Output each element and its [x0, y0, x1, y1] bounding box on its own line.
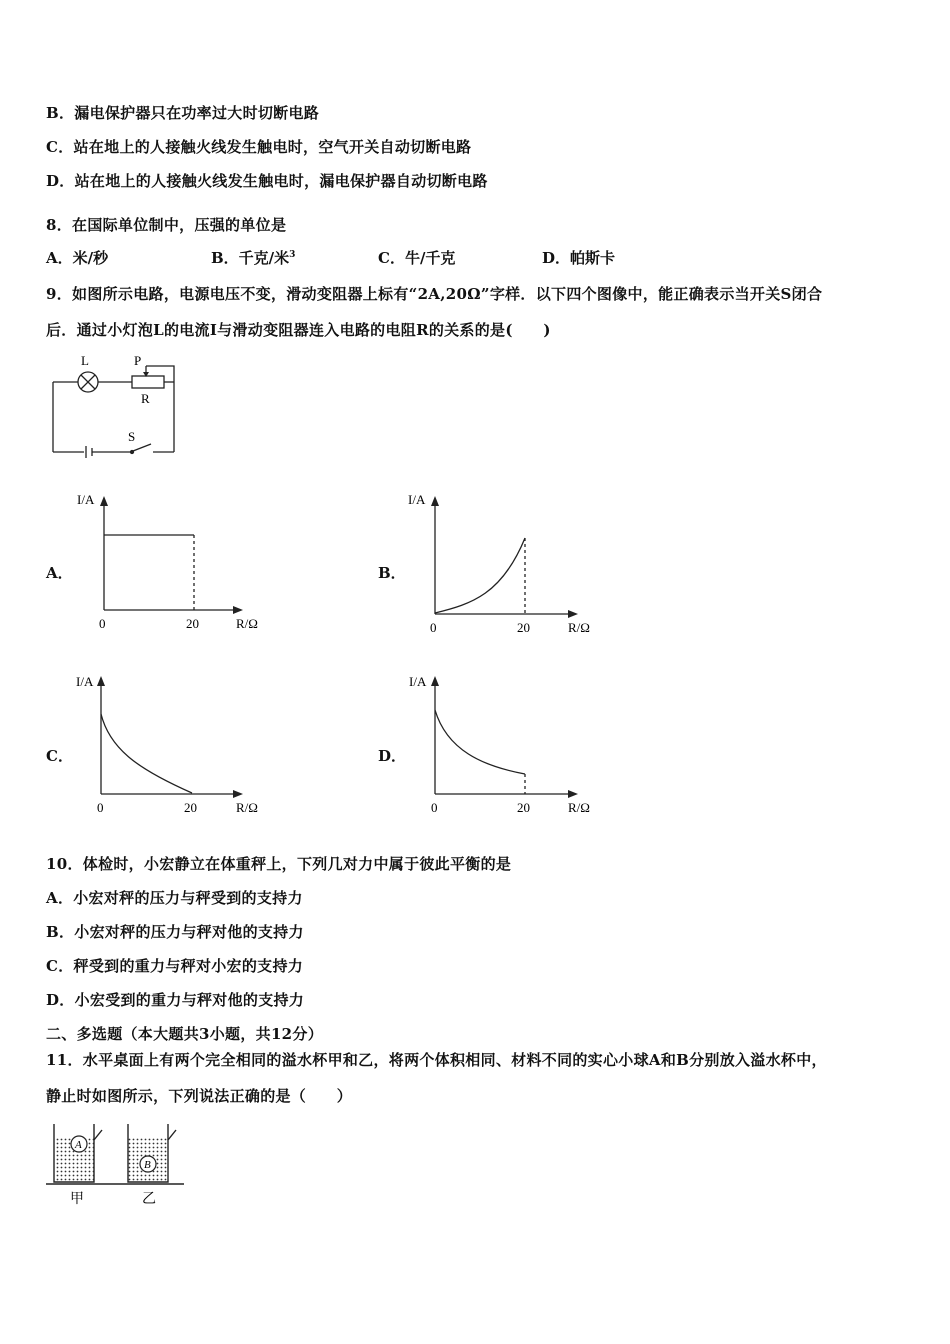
- q8-option-a: A．米/秒: [46, 249, 109, 267]
- circuit-label-slider: P: [134, 353, 142, 368]
- graph-a-ylabel: I/A: [77, 492, 95, 507]
- graph-c-xlabel: R/Ω: [236, 800, 258, 815]
- graph-d-label: D．: [378, 747, 407, 765]
- q11-stem-line2: 静止时如图所示，下列说法正确的是（ ）: [46, 1087, 353, 1105]
- cup-left-label: 甲: [70, 1192, 84, 1207]
- overflow-cups-figure: [44, 1118, 194, 1208]
- graph-a-origin: 0: [99, 616, 106, 631]
- ball-a-label: A: [75, 1139, 82, 1151]
- graph-b-xlabel: R/Ω: [568, 620, 590, 635]
- q8-option-c: C．牛/千克: [378, 249, 456, 267]
- graph-d-curve: [435, 710, 525, 774]
- graph-c-curve: [101, 714, 192, 793]
- graph-b-curve: [435, 538, 525, 613]
- q8-stem: 8．在国际单位制中，压强的单位是: [46, 216, 287, 234]
- graph-b-origin: 0: [430, 620, 437, 635]
- graph-c-origin: 0: [97, 800, 104, 815]
- cup-right-label: 乙: [142, 1192, 156, 1207]
- graph-d-xtick: 20: [517, 800, 530, 815]
- graph-c-label: C．: [46, 747, 73, 765]
- graph-d: [402, 670, 592, 820]
- circuit-label-resistor: R: [141, 391, 150, 406]
- graph-a-label: A．: [46, 564, 73, 582]
- q10-option-d: D．小宏受到的重力与秤对他的支持力: [46, 991, 305, 1009]
- q10-option-c: C．秤受到的重力与秤对小宏的支持力: [46, 957, 304, 975]
- q8-option-d: D．帕斯卡: [542, 249, 616, 267]
- q10-option-b: B．小宏对秤的压力与秤对他的支持力: [46, 923, 304, 941]
- graph-b-xtick: 20: [517, 620, 530, 635]
- q8-option-b-text: B．千克/米: [211, 249, 290, 267]
- circuit-diagram: [48, 352, 188, 462]
- q9-stem-line1: 9．如图所示电路，电源电压不变，滑动变阻器上标有“2A,20Ω”字样．以下四个图像中，能正确表示当开关S闭合: [46, 285, 823, 303]
- circuit-label-switch: S: [128, 429, 136, 444]
- ball-b-label: B: [144, 1159, 151, 1171]
- q11-stem-line1: 11．水平桌面上有两个完全相同的溢水杯甲和乙，将两个体积相同、材料不同的实心小球A和B分别放入溢水杯中，: [46, 1051, 827, 1069]
- graph-d-origin: 0: [431, 800, 438, 815]
- graph-c: [70, 670, 260, 820]
- q9-stem-line2: 后．通过小灯泡L的电流I与滑动变阻器连入电路的电阻R的关系的是( ): [46, 321, 551, 339]
- graph-a-xlabel: R/Ω: [236, 616, 258, 631]
- switch-lever: [133, 444, 151, 451]
- graph-c-xtick: 20: [184, 800, 197, 815]
- graph-d-xlabel: R/Ω: [568, 800, 590, 815]
- q10-stem: 10．体检时，小宏静立在体重秤上，下列几对力中属于彼此平衡的是: [46, 855, 512, 873]
- graph-b-label: B．: [378, 564, 406, 582]
- graph-a-xtick: 20: [186, 616, 199, 631]
- q7-option-b: B．漏电保护器只在功率过大时切断电路: [46, 104, 320, 122]
- q7-option-d: D．站在地上的人接触火线发生触电时，漏电保护器自动切断电路: [46, 172, 488, 190]
- resistor-symbol: [132, 376, 164, 388]
- circuit-label-lamp: L: [81, 353, 89, 368]
- graph-d-ylabel: I/A: [409, 674, 427, 689]
- graph-b-ylabel: I/A: [408, 492, 426, 507]
- q8-option-b-sup: 3: [289, 250, 296, 260]
- section-title-multi-choice: 二、多选题（本大题共3小题，共12分）: [46, 1025, 324, 1043]
- q7-option-c: C．站在地上的人接触火线发生触电时，空气开关自动切断电路: [46, 138, 472, 156]
- q8-option-b: [211, 247, 295, 268]
- graph-c-ylabel: I/A: [76, 674, 94, 689]
- q10-option-a: A．小宏对秤的压力与秤受到的支持力: [46, 889, 303, 907]
- graph-a: [70, 490, 260, 640]
- graph-b: [402, 490, 592, 640]
